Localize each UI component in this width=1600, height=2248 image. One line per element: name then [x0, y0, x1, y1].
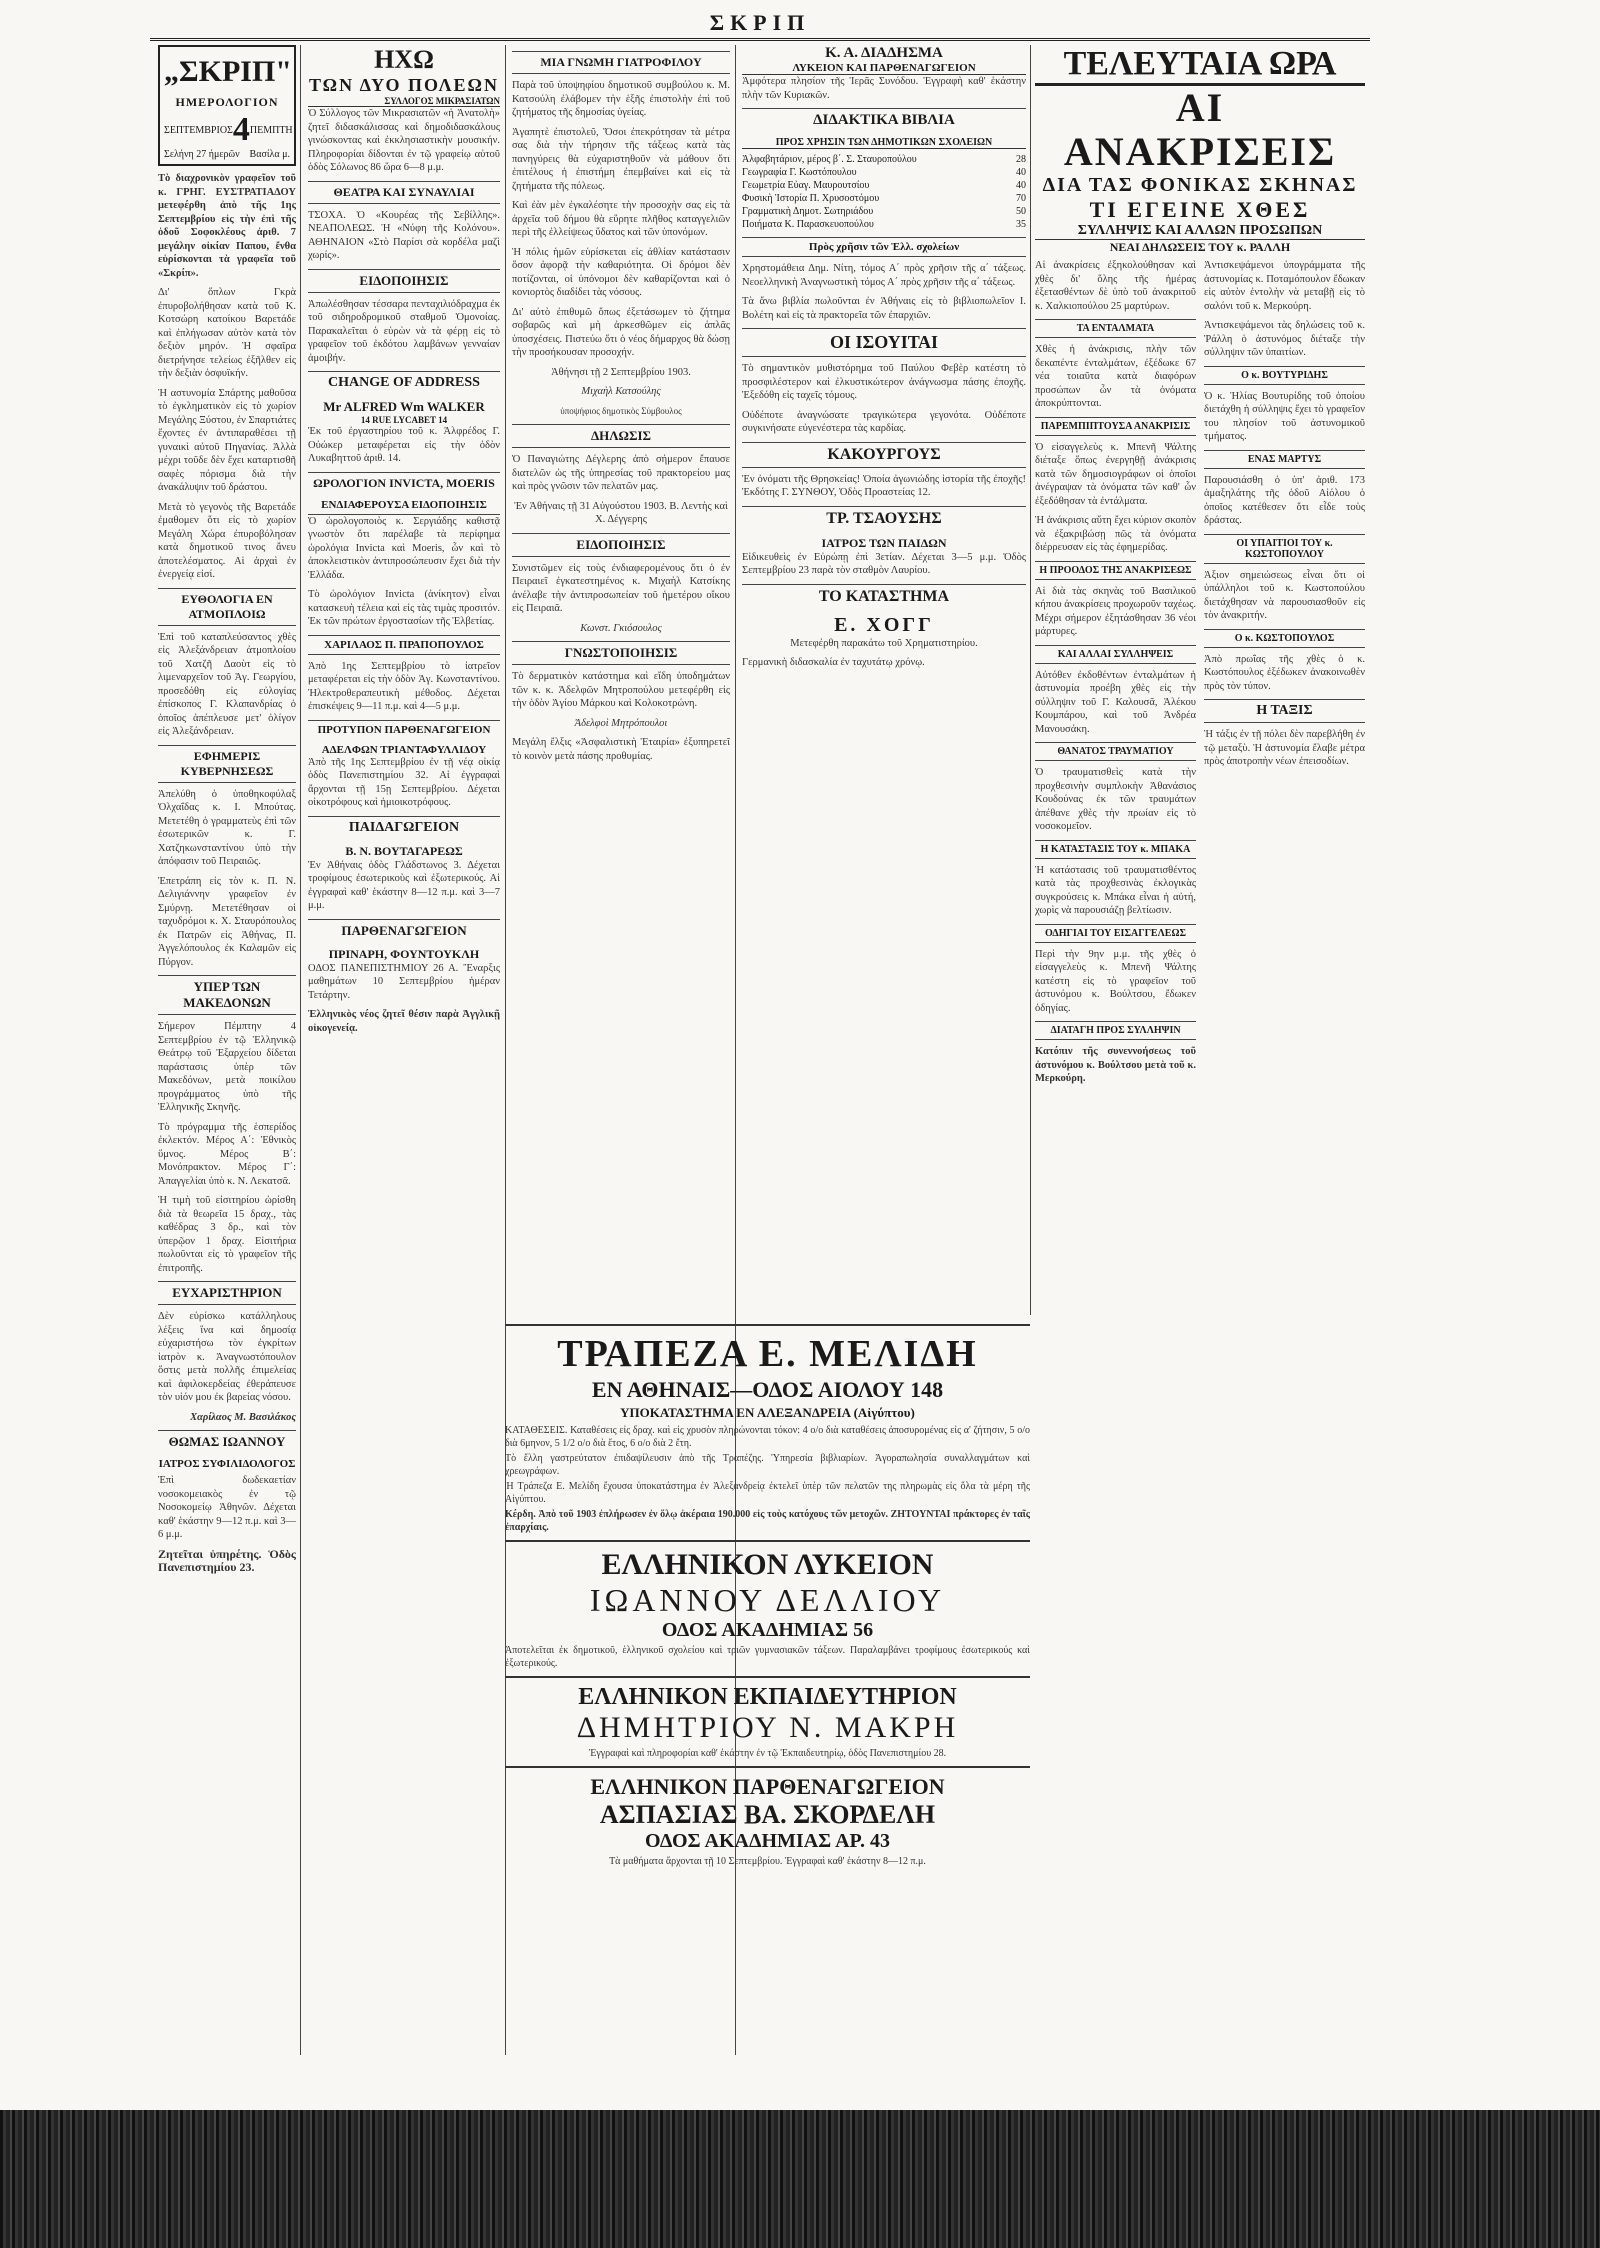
calendar-date — [164, 111, 293, 149]
ads-block — [505, 1318, 1030, 2053]
book-row — [742, 166, 1026, 179]
section-heading: ΕΥΘΟΛΟΓΙΑ ΕΝ ΑΤΜΟΠΛΟΙΩ — [158, 588, 296, 626]
article-paragraph: Ἀπωλέσθησαν τέσσαρα πενταχιλιόδραχμα ἐκ τοῦ σιδηροδρομικοῦ σταθμοῦ Ὁμονοίας. Παρακαλεῖται ὁ εὑρὼν νὰ τὰ φέρῃ εἰς τὸ γραφεῖον τοῦ ἐκδότου λαμβάνων γενναίαν ἀμοιβήν. — [308, 298, 500, 364]
article-paragraph: Ἐκ τοῦ ἐργαστηρίου τοῦ κ. Ἀλφρέδος Γ. Οὐώκερ μεταφέρεται εἰς τὴν ὁδὸν Λυκαβηττοῦ ἀριθ. 14. — [308, 426, 500, 464]
section-subtitle: ΛΥΚΕΙΟΝ ΚΑΙ ΠΑΡΘΕΝΑΓΩΓΕΙΟΝ — [742, 62, 1026, 75]
book-price: 50 — [1016, 206, 1026, 217]
section-heading: ΕΙΔΟΠΟΙΗΣΙΣ — [308, 269, 500, 293]
ad-subheading: Β. Ν. ΒΟΥΤΑΓΑΡΕΩΣ — [345, 843, 463, 858]
headline: ΤΙ ΕΓΕΙΝΕ ΧΘΕΣ — [1089, 197, 1311, 222]
book-title: Φυσικὴ Ἱστορία Π. Χρυσοστόμου — [742, 193, 880, 204]
article-paragraph: Καὶ ἐὰν μὲν ἐγκαλέσητε τὴν προσοχὴν σας εἰς τὰ ἀρχεῖα τοῦ δήμου θὰ εὕρητε πλῆθος καταγγελιῶν περὶ τῆς ἐλλείψεως ὕδατος καὶ τῶν ὑπονόμων. — [512, 200, 730, 238]
section-heading: ΔΗΛΩΣΙΣ — [512, 424, 730, 448]
article-paragraph: Ἀμφότερα πλησίον τῆς Ἱερᾶς Συνόδου. Ἐγγραφὴ καθ' ἑκάστην πλὴν τῶν Κυριακῶν. — [742, 76, 1026, 101]
divider — [505, 1540, 1030, 1542]
article-paragraph: Ἀντισκεψάμενοι ὑπογράμματα τῆς ἀστυνομίας κ. Ποταμόπουλον ἔδωκαν εἰς αὐτὸν ἐντολὴν νὰ μεταβῇ εἰς τὸ σαλόνι τοῦ κ. Μερκούρη. — [1204, 260, 1365, 312]
ad-subheading: Mr ALFRED Wm WALKER — [323, 399, 485, 414]
calendar-day: 4 — [232, 111, 250, 148]
section-heading: ΧΑΡΙΛΑΟΣ Π. ΠΡΑΠΟΠΟΥΛΟΣ — [308, 635, 500, 655]
signature: Ἀδελφοὶ Μητρόπουλοι — [574, 717, 668, 729]
section-title: ΤΩΝ ΔΥΟ ΠΟΛΕΩΝ — [309, 75, 499, 95]
book-row — [742, 153, 1026, 166]
section-heading: ΚΑΙ ΑΛΛΑΙ ΣΥΛΛΗΨΕΙΣ — [1035, 645, 1196, 664]
section-heading: ΕΥΧΑΡΙΣΤΗΡΙΟΝ — [158, 1281, 296, 1305]
section-heading: ΤΟ ΚΑΤΑΣΤΗΜΑ — [742, 584, 1026, 609]
book-title: Γεωμετρία Εὐαγ. Μαυρουτσίου — [742, 180, 870, 191]
article-paragraph: Ἀπὸ πρωΐας τῆς χθὲς ὁ κ. Κωστόπουλος ἐξέδωκεν ἀνακοινωθὲν πρὸς τὸν τύπον. — [1204, 653, 1365, 692]
divider — [505, 1324, 1030, 1326]
section-title: ΤΕΛΕΥΤΑΙΑ ΩΡΑ — [1035, 45, 1365, 86]
article-paragraph: Μετεφέρθη παρακάτω τοῦ Χρηματιστηρίου. — [790, 637, 978, 649]
ad-subheading: Ε. ΧΟΓΓ — [834, 613, 934, 636]
article-paragraph: Τὸ διαχρονικὸν γραφεῖον τοῦ κ. ΓΡΗΓ. ΕΥΣΤΡΑΤΙΑΔΟΥ μετεφέρθη ἀπὸ τῆς 1ης Σεπτεμβρίου εἰς τὴν ἐπὶ τῆς ὁδοῦ Σοφοκλέους ἀριθ. 7 μεγάλην οἰκίαν Παπου, ἔνθα εὑρίσκονται τὰ γραφεῖα τοῦ «Σκρίπ». — [158, 173, 296, 279]
column-rule — [300, 45, 301, 2055]
column-5 — [1035, 45, 1365, 2045]
book-title: Ποιήματα Κ. Παρασκευοπούλου — [742, 219, 874, 230]
section-heading: ΩΡΟΛΟΓΙΟΝ INVICTA, MOERIS — [308, 472, 500, 494]
book-price: 40 — [1016, 167, 1026, 178]
article-paragraph: Ἡ τάξις ἐν τῇ πόλει δὲν παρεβλήθη ἐν τῷ μεταξὺ. Ἡ ἀστυνομία ἔλαβε μέτρα πρὸς ἀποτροπὴν νέων ἐπεισοδίων. — [1204, 729, 1365, 767]
article-paragraph: Ἀγαπητὲ ἐπιστολεῦ, Ὅσοι ἐπεκρότησαν τὰ μέτρα σας διὰ τὴν τήρησιν τῆς τάξεως κατὰ τὰς πανηγύρεις θὰ εὐχαριστηθοῦν νὰ μάθουν ὅτι ἐπιτέλους ἡ ἐπιστήμη ἐπεμβαίνει καὶ εἰς τὰ ζητήματα τῆς πόλεως. — [512, 126, 730, 192]
ad-heading: ΘΩΜΑΣ ΙΩΑΝΝΟΥ — [158, 1430, 296, 1453]
article-paragraph: Χθὲς ἡ ἀνάκρισις, πλὴν τῶν δεκαπέντε ἐνταλμάτων, ἐξέδωκε 67 νέα τοιαῦτα κατὰ διαφόρων προσώπων ὧν τὰ ὀνόματα ἀποκρύπτονται. — [1035, 344, 1196, 409]
calendar-subtitle: ΗΜΕΡΟΛΟΓΙΟΝ — [175, 95, 279, 109]
article-paragraph: Γερμανικὴ διδασκαλία ἐν ταχυτάτῳ χρόνῳ. — [742, 657, 925, 668]
article-paragraph: Ἡ πόλις ἡμῶν εὑρίσκεται εἰς ἀθλίαν κατάστασιν ὅσον ἀφορᾷ τὴν καθαριότητα. Οἱ δρόμοι δὲν ποτίζονται, οἱ ὑπόνομοι δὲν καθαρίζονται καὶ ὁ κονιορτὸς διαδίδει τὰς νόσους. — [512, 246, 730, 298]
section-heading: ΠΑΡΘΕΝΑΓΩΓΕΙΟΝ — [308, 919, 500, 942]
article-paragraph: Ἡ τιμὴ τοῦ εἰσιτηρίου ὡρίσθη διὰ τὰ θεωρεῖα 15 δραχ., τὰς καθέδρας 3 δρ., καὶ τὸν ὑπερῷον 1 δραχ. Εἰσιτήρια πωλοῦνται εἰς τὸ γραφεῖον τῆς ἐπιτροπῆς. — [158, 1195, 296, 1274]
article-paragraph: Ὁ τραυματισθεὶς κατὰ τὴν προχθεσινὴν συμπλοκὴν Ἀθανάσιος Κουδούνας ἐκ τῶν τραυμάτων ἀπέθανε χθὲς τὴν πρωίαν εἰς τὸ νοσοκομεῖον. — [1035, 767, 1196, 832]
section-heading: ΔΙΔΑΚΤΙΚΑ ΒΙΒΛΙΑ — [742, 108, 1026, 132]
article-paragraph: Ἀπελύθη ὁ ὑποθηκοφύλαξ Ὀλχαΐδας κ. Ι. Μπούτας. Μετετέθη ὁ γραμματεὺς ἐπὶ τῶν ἐσωτερικῶν κ. Γ. Χατζηκωνσταντίνου ὑπὸ τὴν ἀπόφασιν τοῦ Πειραιῶς. — [158, 788, 296, 867]
section-heading: ΠΑΡΕΜΠΙΠΤΟΥΣΑ ΑΝΑΚΡΙΣΙΣ — [1035, 417, 1196, 436]
top-rule — [150, 38, 1370, 41]
book-title: Γραμματικὴ Δημοτ. Σωτηριάδου — [742, 206, 874, 217]
article-paragraph: Τὸ πρόγραμμα τῆς ἑσπερίδος ἐκλεκτόν. Μέρος Α΄: Ἐθνικὸς ὕμνος. Μέρος Β΄: Μονόπρακτον. Μέρος Γ΄: Ἀπαγγελίαι ὑπὸ κ. Ν. Λεκατσᾶ. — [158, 1121, 296, 1187]
column-4 — [742, 45, 1026, 1310]
article-paragraph: Τὸ δερματικὸν κατάστημα καὶ εἴδη ὑποδημάτων τῶν κ. κ. Ἀδελφῶν Μητροπούλου μετεφέρθη εἰς τὴν ὁδὸν Ἁγίου Μάρκου καὶ Κολοκοτρώνη. — [512, 671, 730, 709]
bank-address: ΕΝ ΑΘΗΝΑΙΣ—ΟΔΟΣ ΑΙΟΛΟΥ 148 — [591, 1377, 944, 1402]
calendar-month: ΣΕΠΤΕΜΒΡΙΟΣ — [164, 124, 233, 136]
ad-text: Ἀποτελεῖται ἐκ δημοτικοῦ, ἑλληνικοῦ σχολείου καὶ τριῶν γυμνασιακῶν τάξεων. Παραλαμβάνει τροφίμους ἐσωτερικούς καὶ ἐξωτερικούς. — [505, 1645, 1030, 1669]
section-heading: Πρὸς χρῆσιν τῶν Ἑλλ. σχολείων — [742, 237, 1026, 257]
signature: Χαρίλαος Μ. Βασιλάκος — [190, 1411, 296, 1423]
calendar-box — [158, 45, 296, 166]
section-heading: ΜΙΑ ΓΝΩΜΗ ΓΙΑΤΡΟΦΙΛΟΥ — [512, 51, 730, 74]
section-heading: Η ΚΑΤΑΣΤΑΣΙΣ ΤΟΥ κ. ΜΠΑΚΑ — [1035, 840, 1196, 859]
section-heading: ΟΙ ΙΣΟΥΙΤΑΙ — [742, 328, 1026, 357]
article-paragraph: Οὐδέποτε ἀναγνώσατε τραγικώτερα γεγονότα. Οὐδέποτε συγκινήσατε εὐγενέστερα τὰς καρδίας. — [742, 409, 1026, 434]
book-row — [742, 218, 1026, 231]
article-paragraph: Ἐπὶ τοῦ καταπλεύσαντος χθὲς εἰς Ἀλεξάνδρειαν ἀτμοπλοίου τοῦ Χατζῆ Δαοὺτ εἰς τὸ λιμεναρχεῖον τοῦ Ἁγ. Γεωργίου, προσεδόθη εἰς εὐλογίας ἐπίσκοπος Γ. Κλαπανδρίας ὁ ὁποῖος ἀπέπλευσε μετ' ὀλίγον εἰς Ἀλεξάνδρειαν. — [158, 631, 296, 737]
divider — [505, 1766, 1030, 1768]
article-paragraph: Ἐν ὀνόματι τῆς Θρησκείας! Ὁποία ἀγωνιώδης ἱστορία τῆς ἐποχῆς! Ἐκδότης Γ. ΣΥΝΘΟΥ, Ὁδὸς Προαστείας 12. — [742, 473, 1026, 498]
section-heading: ΘΑΝΑΤΟΣ ΤΡΑΥΜΑΤΙΟΥ — [1035, 742, 1196, 761]
column-3 — [512, 45, 730, 1310]
article-paragraph: Τὰ ἄνω βιβλία πωλοῦνται ἐν Ἀθήναις εἰς τὸ βιβλιοπωλεῖον Ι. Βολέτη καὶ εἰς τὰ πρακτορεῖα τῶν ἐπαρχιῶν. — [742, 296, 1026, 321]
section-heading: Η ΠΡΟΟΔΟΣ ΤΗΣ ΑΝΑΚΡΙΣΕΩΣ — [1035, 561, 1196, 580]
book-price: 40 — [1016, 180, 1026, 191]
article-paragraph: Ἡ κατάστασις τοῦ τραυματισθέντος κατὰ τὰς προχθεσινὰς ἐκλογικὰς συγκρούσεις κ. Μπάκα εἶναι ἡ αὐτή, χωρὶς νὰ παρουσιάζῃ βελτίωσιν. — [1035, 864, 1196, 916]
article-paragraph: Μεγάλη ἔλξις «Ἀσφαλιστικὴ Ἑταιρία» ἐξυπηρετεῖ τὸ κοινὸν μετὰ πάσης προθυμίας. — [512, 737, 730, 762]
article-paragraph: Ἐπὶ δωδεκαετίαν νοσοκομειακὸς ἐν τῷ Νοσοκομείῳ Ἀθηνῶν. Δέχεται καθ' ἑκάστην 9—12 π.μ. καὶ 3—6 μ.μ. — [158, 1475, 296, 1540]
bank-title: ΤΡΑΠΕΖΑ Ε. ΜΕΛΙΔΗ — [557, 1333, 978, 1375]
ad-text: Τὰ μαθήματα ἄρχονται τῇ 10 Σεπτεμβρίου. Ἐγγραφαὶ καθ' ἑκάστην 8—12 π.μ. — [609, 1856, 926, 1867]
article-paragraph: Παρὰ τοῦ ὑποψηφίου δημοτικοῦ συμβούλου κ. Μ. Κατσούλη ἐλάβομεν τὴν ἑξῆς ἐπιστολὴν ἐπὶ τοῦ ζητήματος τῆς δημοσίας ὑγείας. — [512, 80, 730, 118]
headline: ΝΕΑΙ ΔΗΛΩΣΕΙΣ ΤΟΥ κ. ΡΑΛΛΗ — [1109, 240, 1291, 254]
article-paragraph: Κατόπιν τῆς συνεννοήσεως τοῦ ἀστυνόμου κ. Βούλτσου μετὰ τοῦ κ. Μερκούρη. — [1035, 1046, 1196, 1084]
article-paragraph: Ἐν Ἀθήναις ὁδὸς Γλάδστωνος 3. Δέχεται τροφίμους ἐσωτερικοὺς καὶ ἐξωτερικούς. Αἱ ἐγγραφαὶ καθ' ἑκάστην 8—12 π.μ. καὶ 3—7 μ.μ. — [308, 859, 500, 911]
bank-branch: ΥΠΟΚΑΤΑΣΤΗΜΑ ΕΝ ΑΛΕΞΑΝΔΡΕΙΑ (Αἰγύπτου) — [620, 1405, 915, 1420]
column-1 — [158, 45, 296, 2045]
article-paragraph: Αἱ διὰ τὰς σκηνὰς τοῦ Βασιλικοῦ κήπου ἀνακρίσεις προχωροῦν ταχέως. Μέχρι σήμερον ἐξητάσθησαν 36 νέοι μάρτυρες. — [1035, 585, 1196, 637]
ad-text: Ἡ Τράπεζα Ε. Μελίδη ἔχουσα ὑποκατάστημα ἐν Ἀλεξανδρείᾳ ἐκτελεῖ ὑπὲρ τῶν πελατῶν της πληρωμὰς εἰς ὅλα τὰ μέρη τῆς Αἰγύπτου. — [505, 1481, 1030, 1505]
article-paragraph: Ὁ κ. Ἠλίας Βουτυρίδης τοῦ ὁποίου διετάχθη ἡ σύλληψις ἔχει τὸ γραφεῖον του πλησίον τοῦ ἀστυνομικοῦ τμήματος. — [1204, 390, 1365, 442]
school-address: ΟΔΟΣ ΑΚΑΔΗΜΙΑΣ 56 — [661, 1619, 874, 1641]
ad-text: Ἐγγραφαὶ καὶ πληροφορίαι καθ' ἑκάστην ἐν τῷ Ἐκπαιδευτηρίῳ, ὁδὸς Πανεπιστημίου 28. — [588, 1748, 947, 1759]
ad-subheading: ΕΝΔΙΑΦΕΡΟΥΣΑ ΕΙΔΟΠΟΙΗΣΙΣ — [308, 499, 500, 515]
article-paragraph: Ἀπὸ τῆς 1ης Σεπτεμβρίου ἐν τῇ νέᾳ οἰκίᾳ ὁδὸς Πανεπιστημίου 32. Αἱ ἐγγραφαὶ ἄρχονται τῇ 15ῃ Σεπτεμβρίου. Δέχεται οἰκοτρόφους καὶ ἡμιοικοτρόφους. — [308, 756, 500, 808]
article-paragraph: Ζητεῖται ὑπηρέτης. Ὁδὸς Πανεπιστημίου 23. — [158, 1546, 296, 1574]
article-paragraph: Τὸ ὡρολόγιον Invicta (ἀνίκητον) εἶναι κατασκευὴ τέλεια καὶ εἰς τὰς τιμὰς προσιτόν. Ἐκ τῶν πρώτων ἐργοστασίων τῆς Ἑλβετίας. — [308, 589, 500, 627]
calendar-extra — [164, 149, 290, 160]
section-heading: ΕΙΔΟΠΟΙΗΣΙΣ — [512, 533, 730, 557]
book-row — [742, 205, 1026, 218]
book-price: 28 — [1016, 154, 1026, 165]
article-paragraph: Δι' αὐτὸ ἐπιθυμῶ ὅπως ἐξετάσωμεν τὸ ζήτημα σοβαρῶς καὶ μὴ ἀρκεσθῶμεν εἰς ἁπλᾶς ὑποσχέσεις. Πιστεύω ὅτι ὁ νέος δήμαρχος θὰ δώσῃ τὴν προσήκουσαν προσοχήν. — [512, 306, 730, 358]
section-heading: ΠΑΙΔΑΓΩΓΕΙΟΝ — [308, 816, 500, 839]
signature-role: ὑποψήφιος δημοτικὸς Σύμβουλος — [560, 405, 682, 416]
article-paragraph: Δι' ὅπλων Γκρὰ ἐπυροβολήθησαν κατὰ τοῦ Κ. Κοτσώρη κατοίκου Βαρετάδε καὶ ἐπλήγωσαν αὐτὸν κατὰ τὸν δεξιὸν μηρόν. Ἡ σφαῖρα διετρήνησε τελείως ἐξῆλθεν εἰς τὴν δεξιὰν ὀσφυϊκήν. — [158, 287, 296, 379]
headline: ΔΙΑ ΤΑΣ ΦΟΝΙΚΑΣ ΣΚΗΝΑΣ — [1042, 174, 1358, 196]
ad-text: Κέρδη. Ἀπὸ τοῦ 1903 ἐπλήρωσεν ἐν ὅλῳ ἀκέραια 190.000 εἰς τοὺς κατόχους τῶν μετοχῶν. ΖΗΤΟΥΝΤΑΙ πράκτορες ἐν ταῖς ἐπαρχίαις. — [505, 1509, 1030, 1533]
section-heading: ΥΠΕΡ ΤΩΝ ΜΑΚΕΔΟΝΩΝ — [158, 975, 296, 1015]
section-title: ΗΧΩ — [374, 45, 434, 74]
section-heading: ΟΙ ΥΠΑΙΤΙΟΙ ΤΟΥ κ. ΚΩΣΤΟΠΟΥΛΟΥ — [1204, 534, 1365, 564]
school-owner: ΑΣΠΑΣΙΑΣ ΒΑ. ΣΚΟΡΔΕΛΗ — [599, 1800, 936, 1829]
article-paragraph: ΟΔΟΣ ΠΑΝΕΠΙΣΤΗΜΙΟΥ 26 Α. Ἔναρξις μαθημάτων 10 Σεπτεμβρίου ἡμέραν Τετάρτην. — [308, 962, 500, 1001]
section-heading: ΚΑΚΟΥΡΓΟΥΣ — [742, 442, 1026, 468]
article-paragraph: Ὁ Παναγιώτης Δέγλερης ἀπὸ σήμερον ἔπαυσε διατελῶν ὡς τῆς ὑπηρεσίας τοῦ πρακτορείου μας καὶ πρὸς γνῶσιν τῶν πελατῶν μας. — [512, 454, 730, 492]
article-paragraph: ΤΣΟΧΑ. Ὁ «Κουρέας τῆς Σεβίλλης». ΝΕΑΠΟΛΕΩΣ. Ἡ «Νύφη τῆς Κολόνου». ΑΘΗΝΑΙΟΝ «Στὸ Παρίσι σὰ κορδέλα μαζὶ χωρίς». — [308, 209, 500, 261]
book-price: 35 — [1016, 219, 1026, 230]
signature: Μιχαὴλ Κατσούλης — [581, 386, 661, 397]
calendar-title: „ΣΚΡΙΠ" — [164, 55, 292, 88]
section-heading: ΠΡΟΤΥΠΟΝ ΠΑΡΘΕΝΑΓΩΓΕΙΟΝ — [308, 720, 500, 739]
school-owner: ΙΩΑΝΝΟΥ ΔΕΛΛΙΟΥ — [589, 1582, 946, 1618]
book-row — [742, 179, 1026, 192]
article-paragraph: Ἐν Ἀθήναις τῇ 31 Αὐγούστου 1903. Β. Λεντὴς καὶ Χ. Δέγγερης — [514, 500, 728, 525]
scan-artifact-border — [0, 2110, 1600, 2248]
article-paragraph: Ἀπὸ 1ης Σεπτεμβρίου τὸ ἰατρεῖον μεταφέρεται εἰς τὴν ὁδὸν Ἀγ. Κωνσταντίνου. Ἠλεκτροθεραπευτικὴ μέθοδος. Δέχεται ἐπισκέψεις 9—11 π.μ. καὶ 4—5 μ.μ. — [308, 660, 500, 712]
section-heading: ΕΦΗΜΕΡΙΣ ΚΥΒΕΡΝΗΣΕΩΣ — [158, 745, 296, 783]
ad-subheading: ΠΡΙΝΑΡΗ, ΦΟΥΝΤΟΥΚΛΗ — [328, 946, 480, 961]
signature: Κωνστ. Γκιόσουλος — [580, 622, 662, 634]
section-title: Κ. Α. ΔΙΑΔΗΣΜΑ — [825, 45, 943, 61]
calendar-weekday: ΠΕΜΠΤΗ — [249, 124, 293, 136]
article-paragraph: Δὲν εὑρίσκω κατάλληλους λέξεις ἵνα καὶ δημοσίᾳ εὐχαριστήσω τὸν ἐγκρίτων ἰατρὸν κ. Ἀναγνωστόπουλον ὅστις μετὰ πολλῆς ἐπιμελείας καὶ ἀφιλοκερδείας ἐθεράπευσε τὸν υἱόν μου ἐκ βαρείας νόσου. — [158, 1311, 296, 1403]
article-paragraph: Συνιστῶμεν εἰς τοὺς ἐνδιαφερομένους ὅτι ὁ ἐν Πειραιεῖ ἐγκατεστημένος κ. Μιχαὴλ Κατσίκης ἀνέλαβε τὴν ἀντιπροσωπείαν τοῦ ἡμετέρου οἴκου εἰς Πειραιᾶ. — [512, 562, 730, 614]
school-title: ΕΛΛΗΝΙΚΟΝ ΕΚΠΑΙΔΕΥΤΗΡΙΟΝ — [578, 1684, 957, 1710]
subcolumn-left — [1035, 259, 1196, 1092]
section-subtitle: ΣΥΛΛΟΓΟΣ ΜΙΚΡΑΣΙΑΤΩΝ — [308, 96, 500, 107]
signature-date: Ἀθήνησι τῇ 2 Σεπτεμβρίου 1903. — [551, 366, 691, 378]
ad-subheading: ΙΑΤΡΟΣ ΣΥΦΙΛΙΔΟΛΟΓΟΣ — [158, 1458, 296, 1470]
school-title: ΕΛΛΗΝΙΚΟΝ ΛΥΚΕΙΟΝ — [601, 1548, 934, 1581]
article-paragraph: Χρηστομάθεια Δημ. Νίτη, τόμος Α΄ πρὸς χρῆσιν τῆς α΄ τάξεως. Νεοελληνικὴ Ἀναγνωστικὴ τόμος Α΄ πρὸς χρῆσιν τῆς α΄ τάξεως. — [742, 263, 1026, 288]
ad-subheading: 14 RUE LYCABET 14 — [360, 415, 448, 425]
school-owner: ΔΗΜΗΤΡΙΟΥ Ν. ΜΑΚΡΗ — [576, 1711, 959, 1744]
section-heading: ΤΡ. ΤΣΑΟΥΣΗΣ — [742, 506, 1026, 531]
article-paragraph: Σήμερον Πέμπτην 4 Σεπτεμβρίου ἐν τῷ Ἑλληνικῷ Θεάτρῳ τοῦ Ἐξαρχείου δίδεται παράστασις ὑπὲρ τῶν Μακεδόνων, μετὰ ποικίλου προγράμματος ὑπὸ τῆς Ἑλληνικῆς Σκηνῆς. — [158, 1021, 296, 1113]
calendar-moon: Σελήνη 27 ήμερῶν — [164, 149, 240, 160]
article-paragraph: Εἰδικευθεὶς ἐν Εὐρώπῃ ἐπὶ 3ετίαν. Δέχεται 3—5 μ.μ. Ὁδὸς Σεπτεμβρίου 23 παρὰ τὸν σταθμὸν Λαυρίου. — [742, 551, 1026, 576]
article-paragraph: Παρουσιάσθη ὁ ὑπ' ἀριθ. 173 ἁμαξηλάτης τῆς ὁδοῦ Αἰόλου ὁ ὁποῖος κατέθεσεν ὅτι εἶδε τοὺς δράστας. — [1204, 474, 1365, 526]
ad-subheading: ΑΔΕΛΦΩΝ ΤΡΙΑΝΤΑΦΥΛΛΙΔΟΥ — [321, 743, 487, 756]
article-paragraph: Ἀξιον σημειώσεως εἶναι ὅτι οἱ ὑπάλληλοι τοῦ κ. Κωστοπούλου διετάχθησαν νὰ παρουσιασθοῦν εἰς τὸν ἀνακριτήν. — [1204, 569, 1365, 621]
subcolumn-right — [1204, 259, 1365, 1092]
book-title: Ἀλφαβητάριον, μέρος β΄. Σ. Σταυροπούλου — [742, 154, 917, 165]
article-paragraph: Μετὰ τὸ γεγονὸς τῆς Βαρετάδε ἐμαθομεν ὅτι εἰς τὸ χωρίον Μεγάλη Χώρα ἐπυροβόλησαν κατὰ δημοτικοῦ τινος ἄνευ ἀποτελέσματος. Αἱ ἀρχαὶ ἐν ἐνεργείᾳ εἰσί. — [158, 501, 296, 580]
section-heading: ΘΕΑΤΡΑ ΚΑΙ ΣΥΝΑΥΛΙΑΙ — [308, 181, 500, 204]
ad-text: ΚΑΤΑΘΕΣΕΙΣ. Καταθέσεις εἰς δραχ. καὶ εἰς χρυσὸν πληρώνονται τόκον: 4 ο/ο διὰ καταθέσεις ἀποσυρομένας εἰς α' ζήτησιν, 5 ο/ο διὰ 6μηνον, 5 1/2 ο/ο διὰ ἔτος, 6 ο/ο διὰ 2 ἔτη. — [505, 1425, 1030, 1449]
article-paragraph: Ἐπετράπη εἰς τὸν κ. Π. Ν. Δελιγιάννην γραφεῖον ἐν Σμύρνῃ. Μετετέθησαν οἱ ταχυδρόμοι κ. Χ. Σταυρόπουλος ἐκ Πατρῶν εἰς Ἀθήνας, Π. Ἀγγελόπουλος ἐκ Καλαμῶν εἰς Πύργον. — [158, 875, 296, 968]
article-paragraph: Ἡ ἀνάκρισις αὕτη ἔχει κύριον σκοπὸν νὰ ἐξακριβώσῃ πῶς τὰ ὀνόματα διέρρευσαν εἰς τὰς ἐφημερίδας. — [1035, 515, 1196, 553]
section-heading: ΔΙΑΤΑΓΗ ΠΡΟΣ ΣΥΛΛΗΨΙΝ — [1035, 1021, 1196, 1040]
masthead: ΣΚΡΙΠ — [709, 10, 811, 35]
calendar-sunset: Βασίλα μ. — [249, 149, 290, 160]
article-paragraph: Ἀντισκεψάμενοι τὰς δηλώσεις τοῦ κ. Ῥάλλη ὁ ἀστυνόμος διέταξε τὴν σύλληψιν τῶν ὑπαιτίων. — [1204, 320, 1365, 358]
article-paragraph: Ἡ αστυνομία Σπάρτης μαθοῦσα τὸ ἐγκληματικὸν εἰς τὸ χωρίον Μεγάλης Ξύστου, ἐν Σπαρτιάτες ἔχοντες ἐν ἀντιπαραθέσει τῇ γυναικὶ αὐτοῦ Πηγανίας. Ἀλλὰ μέχρι τοῦδε δὲν ἔχει καταρτισθῆ σαφὲς πόρισμα διὰ τὴν ἀνακάλυψιν τοῦ δράστου. — [158, 387, 296, 493]
headline: ΣΥΛΛΗΨΙΣ ΚΑΙ ΑΛΛΩΝ ΠΡΟΣΩΠΩΝ — [1035, 223, 1365, 240]
section-heading: ΤΑ ΕΝΤΑΛΜΑΤΑ — [1035, 319, 1196, 338]
book-row — [742, 192, 1026, 205]
school-title: ΕΛΛΗΝΙΚΟΝ ΠΑΡΘΕΝΑΓΩΓΕΙΟΝ — [590, 1774, 945, 1799]
section-heading: ΟΔΗΓΙΑΙ ΤΟΥ ΕΙΣΑΓΓΕΛΕΩΣ — [1035, 924, 1196, 943]
ad-text: Τὸ ἔλλη γαστρεύτατον ἐπιδαψίλευσιν ἀπὸ τῆς Τραπέζης. Ὑπηρεσία βιβλιαρίων. Ἀγοραπωλησία συναλλαγμάτων καὶ χρεωγράφων. — [505, 1453, 1030, 1477]
article-paragraph: Αἱ ἀνακρίσεις ἐξηκολούθησαν καὶ χθὲς δι' ὅλης τῆς ἡμέρας ἐξετασθέντων δὲ ὑπὸ τοῦ ἀνακριτοῦ κ. Χαλκιοπούλου 25 μαρτύρων. — [1035, 260, 1196, 312]
two-column-text — [1035, 259, 1365, 1092]
article-paragraph: Περὶ τὴν 9ην μ.μ. τῆς χθὲς ὁ εἰσαγγελεὺς κ. Μπενῆ Ψάλτης κατέστη εἰς τὸ γραφεῖον τοῦ ἀστυνόμου κ. Βούλτσου, ἔδωκεν ὁδηγίας. — [1035, 948, 1196, 1014]
article-paragraph: Ἑλληνικὸς νέος ζητεῖ θέσιν παρὰ Ἀγγλικῇ οἰκογενείᾳ. — [308, 1009, 500, 1034]
column-2 — [308, 45, 500, 2045]
article-paragraph: Αὐτόθεν ἐκδοθέντων ἐνταλμάτων ἡ ἀστυνομία προέβη χθὲς εἰς τὴν σύλληψιν τοῦ Γ. Καλουσᾶ, Ἀλέκου Κουμπάρου, καὶ τοῦ Ἀνδρέα Μανουσάκη. — [1035, 669, 1196, 735]
divider — [505, 1676, 1030, 1678]
article-paragraph: Ὁ Σύλλογος τῶν Μικρασιατῶν «ἡ Ἀνατολὴ» ζητεῖ διδασκάλισσας καὶ δημοδιδασκάλους γινώσκοντας καὶ ἐκκλησιαστικὴν μουσικήν. Πληροφορίαι δίδονται ἐν τῷ γραφείῳ αὐτοῦ ὁδὸς Σόλωνος 86 ὥρα 6—8 μ.μ. — [308, 108, 500, 173]
book-price: 70 — [1016, 193, 1026, 204]
section-heading: CHANGE OF ADDRESS — [308, 371, 500, 394]
book-title: Γεωγραφία Γ. Κωστόπουλου — [742, 167, 857, 178]
article-paragraph: Ὁ ὡρολογοποιὸς κ. Σεργιάδης καθιστᾷ γνωστὸν ὅτι παρέλαβε τὰ περίφημα ὡρολόγια Invicta καὶ Moeris, ὧν καὶ τὸ ἀποκλειστικὸν ἀντιπροσώπευσιν ἔχει διὰ τὴν Ἑλλάδα. — [308, 515, 500, 581]
section-heading: Ο κ. ΒΟΥΤΥΡΙΔΗΣ — [1204, 366, 1365, 385]
section-heading: Η ΤΑΞΙΣ — [1204, 699, 1365, 723]
column-rule — [1030, 45, 1031, 1315]
section-subtitle: ΠΡΟΣ ΧΡΗΣΙΝ ΤΩΝ ΔΗΜΟΤΙΚΩΝ ΣΧΟΛΕΙΩΝ — [742, 137, 1026, 149]
article-paragraph: Ὁ εἰσαγγελεὺς κ. Μπενῆ Ψάλτης διέταξε ὅπως ἐνεργηθῇ ἀνάκρισις κατὰ τῶν δημοσιογράφων οἱ ὁποῖοι ἀνέγραψαν τὰ ὀνόματα τῶν καθ' ὧν ἐξεδόθησαν τὰ ἐντάλματα. — [1035, 441, 1196, 507]
headline: ΑΙ ΑΝΑΚΡΙΣΕΙΣ — [1063, 85, 1337, 174]
section-heading: ΓΝΩΣΤΟΠΟΙΗΣΙΣ — [512, 641, 730, 665]
ad-subheading: ΙΑΤΡΟΣ ΤΩΝ ΠΑΙΔΩΝ — [821, 535, 947, 550]
section-heading: ΕΝΑΣ ΜΑΡΤΥΣ — [1204, 450, 1365, 469]
school-address: ΟΔΟΣ ΑΚΑΔΗΜΙΑΣ ΑΡ. 43 — [645, 1830, 890, 1852]
article-paragraph: Τὸ σημαντικὸν μυθιστόρημα τοῦ Παύλου Φεβὲρ κατέστη τὸ προσφιλέστερον καὶ ἐλκυστικώτερον ἀνάγνωσμα πάσης ἐποχῆς. Ἐξεδόθη εἰς ταχεῖς τόμους. — [742, 363, 1026, 401]
section-heading: Ο κ. ΚΩΣΤΟΠΟΥΛΟΣ — [1204, 629, 1365, 648]
book-list — [742, 153, 1026, 231]
